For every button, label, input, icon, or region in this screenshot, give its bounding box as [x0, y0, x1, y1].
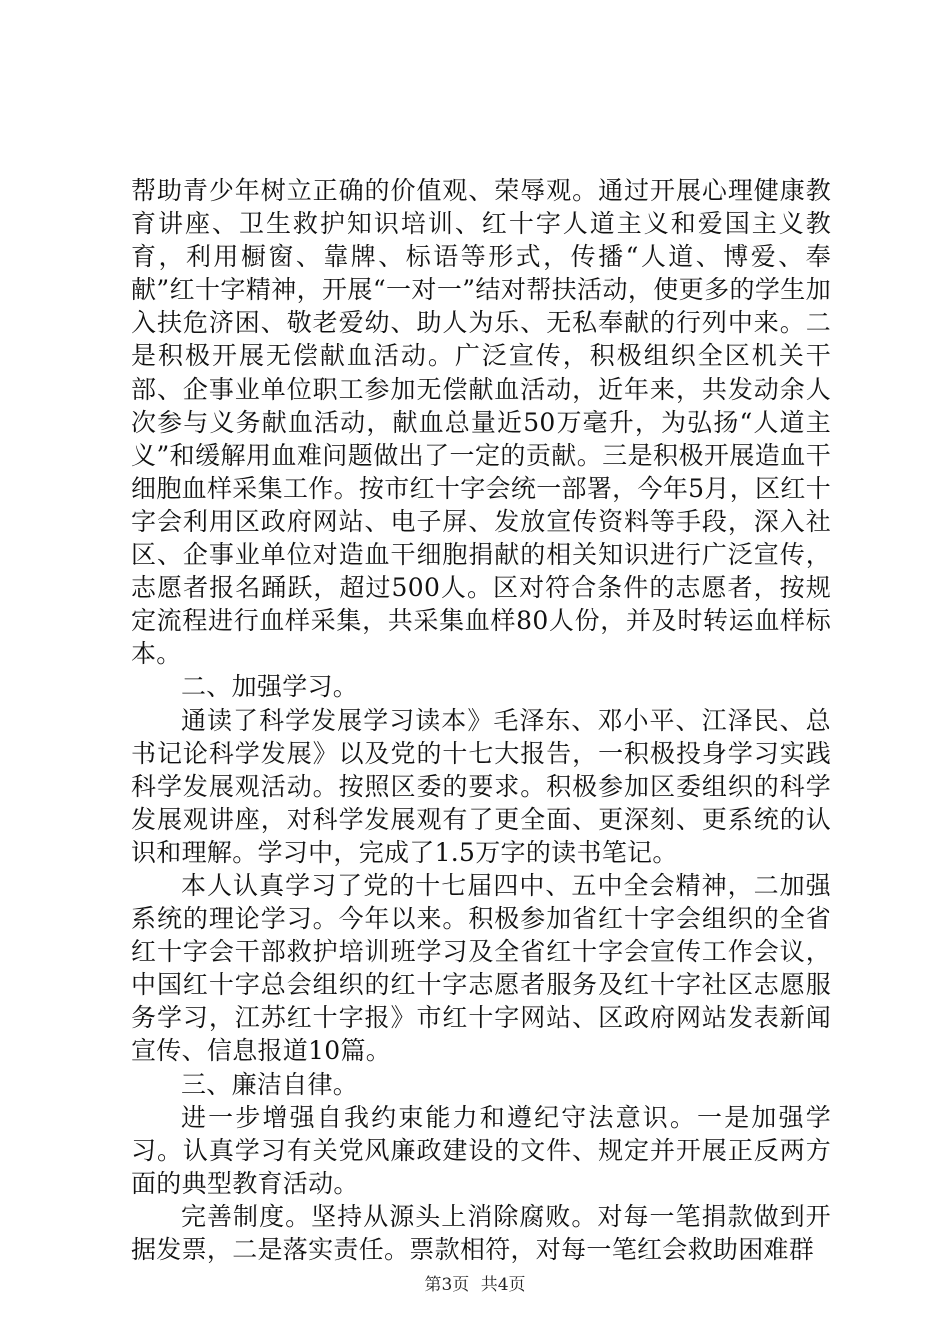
paragraph-1: 帮助青少年树立正确的价值观、荣辱观。通过开展心理健康教育讲座、卫生救护知识培训、红十字人道主义和爱国主义教育，利用橱窗、靠牌、标语等形式，传播“人道、博爱、奉献”红十字精神，开展“一对一”结对帮扶活动，使更多的学生加入扶危济困、敬老爱幼、助人为乐、无私奉献的行列中来。二是积极开展无偿献血活动。广泛宣传，积极组织全区机关干部、企事业单位职工参加无偿献血活动，近年来，共发动余人次参与义务献血活动，献血总量近50万毫升，为弘扬“人道主义”和缓解用血难问题做出了一定的贡献。三是积极开展造血干细胞血样采集工作。按市红十字会统一部署，今年5月，区红十字会利用区政府网站、电子屏、发放宣传资料等手段，深入社区、企事业单位对造血干细胞捐献的相关知识进行广泛宣传，志愿者报名踊跃，超过500人。区对符合条件的志愿者，按规定流程进行血样采集，共采集血样80人份，并及时转运血样标本。	[131, 176, 831, 669]
paragraph-6: 进一步增强自我约束能力和遵纪守法意识。一是加强学习。认真学习有关党风廉政建设的文件、规定并开展正反两方面的典型教育活动。	[131, 1102, 831, 1198]
paragraph-7: 完善制度。坚持从源头上消除腐败。对每一笔捐款做到开据发票，二是落实责任。票款相符，对每一笔红会救助困难群	[131, 1201, 831, 1264]
page-number: 第3页	[424, 1275, 470, 1295]
page-total: 共4页	[480, 1275, 526, 1295]
document-body	[131, 174, 831, 1266]
section-heading-integrity: 三、廉洁自律。	[181, 1069, 359, 1099]
section-heading-study: 二、加强学习。	[181, 672, 359, 702]
page-footer	[0, 1270, 950, 1295]
paragraph-3: 通读了科学发展学习读本》毛泽东、邓小平、江泽民、总书记论科学发展》以及党的十七大报告，一积极投身学习实践科学发展观活动。按照区委的要求。积极参加区委组织的科学发展观讲座，对科学发展观有了更全面、更深刻、更系统的认识和理解。学习中，完成了1.5万字的读书笔记。	[131, 705, 831, 867]
paragraph-4: 本人认真学习了党的十七届四中、五中全会精神，二加强系统的理论学习。今年以来。积极参加省红十字会组织的全省红十字会干部救护培训班学习及全省红十字会宣传工作会议，中国红十字总会组织的红十字志愿者服务及红十字社区志愿服务学习，江苏红十字报》市红十字网站、区政府网站发表新闻宣传、信息报道10篇。	[131, 870, 831, 1066]
